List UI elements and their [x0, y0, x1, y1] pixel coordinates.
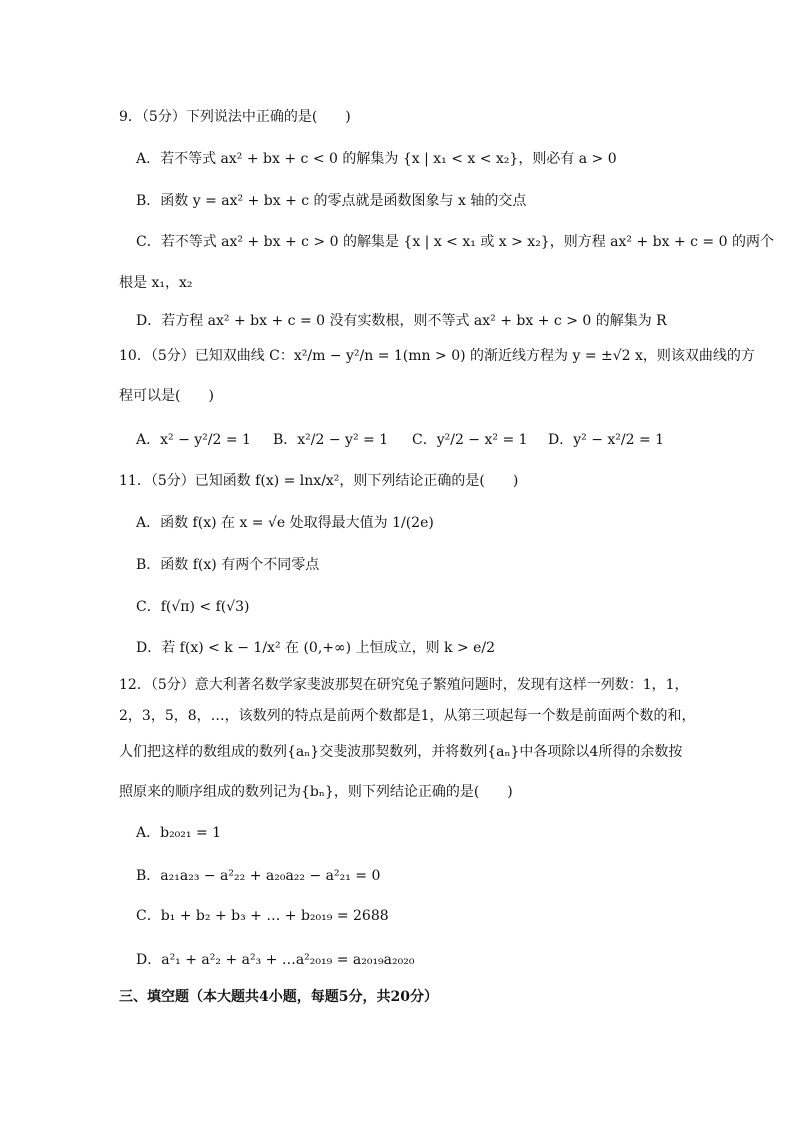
- q11-option-a: A．函数 f(x) 在 x = √e 处取得最大值为 1/(2e): [136, 515, 434, 531]
- q9-option-c-continued: 根是 x₁，x₂: [119, 275, 193, 291]
- section-heading-fill-in: 三、填空题（本大题共4小题，每题5分，共20分）: [119, 989, 438, 1005]
- q10-option-d: D．y² − x²/2 = 1: [548, 432, 665, 448]
- q12-option-a: A．b₂₀₂₁ = 1: [136, 825, 222, 841]
- q10-stem-line1: 10．（5分）已知双曲线 C：x²/m − y²/n = 1(mn > 0) 的渐近线方程为 y = ±√2 x，则该双曲线的方: [119, 348, 755, 364]
- q9-option-d: D．若方程 ax² + bx + c = 0 没有实数根，则不等式 ax² + bx + c > 0 的解集为 R: [136, 313, 667, 329]
- q10-option-b: B．x²/2 − y² = 1: [273, 432, 389, 448]
- q12-stem-line4: 照原来的顺序组成的数列记为{bₙ}，则下列结论正确的是( ): [119, 784, 513, 800]
- q9-option-a: A．若不等式 ax² + bx + c < 0 的解集为 {x | x₁ < x < x₂}，则必有 a > 0: [136, 151, 617, 167]
- q11-stem: 11．（5分）已知函数 f(x) = lnx/x²，则下列结论正确的是( ): [119, 473, 519, 489]
- q11-option-d: D．若 f(x) < k − 1/x² 在 (0,+∞) 上恒成立，则 k > e/2: [136, 640, 496, 656]
- q12-option-b: B．a₂₁a₂₃ − a²₂₂ + a₂₀a₂₂ − a²₂₁ = 0: [136, 868, 381, 884]
- q10-stem-line2: 程可以是( ): [119, 388, 214, 404]
- q9-option-b: B．函数 y = ax² + bx + c 的零点就是函数图象与 x 轴的交点: [136, 193, 527, 209]
- q10-option-a: A．x² − y²/2 = 1: [136, 432, 251, 448]
- q9-stem: 9．（5分）下列说法中正确的是( ): [119, 109, 351, 125]
- q9-option-c: C．若不等式 ax² + bx + c > 0 的解集是 {x | x < x₁ 或 x > x₂}，则方程 ax² + bx + c = 0 的两个: [136, 234, 774, 250]
- q12-stem-line3: 人们把这样的数组成的数列{aₙ}交斐波那契数列，并将数列{aₙ}中各项除以4所得的余数按: [119, 744, 683, 760]
- q12-stem-line2: 2，3，5，8，…，该数列的特点是前两个数都是1，从第三项起每一个数是前面两个数的和，: [119, 708, 696, 724]
- q12-option-c: C．b₁ + b₂ + b₃ + … + b₂₀₁₉ = 2688: [136, 908, 389, 924]
- q11-option-c: C．f(√π) < f(√3): [136, 599, 250, 615]
- q11-option-b: B．函数 f(x) 有两个不同零点: [136, 557, 320, 573]
- q10-option-c: C．y²/2 − x² = 1: [412, 432, 528, 448]
- q12-stem-line1: 12．（5分）意大利著名数学家斐波那契在研究兔子繁殖问题时，发现有这样一列数：1，1，: [119, 677, 689, 693]
- q12-option-d: D．a²₁ + a²₂ + a²₃ + …a²₂₀₁₉ = a₂₀₁₉a₂₀₂₀: [136, 952, 415, 968]
